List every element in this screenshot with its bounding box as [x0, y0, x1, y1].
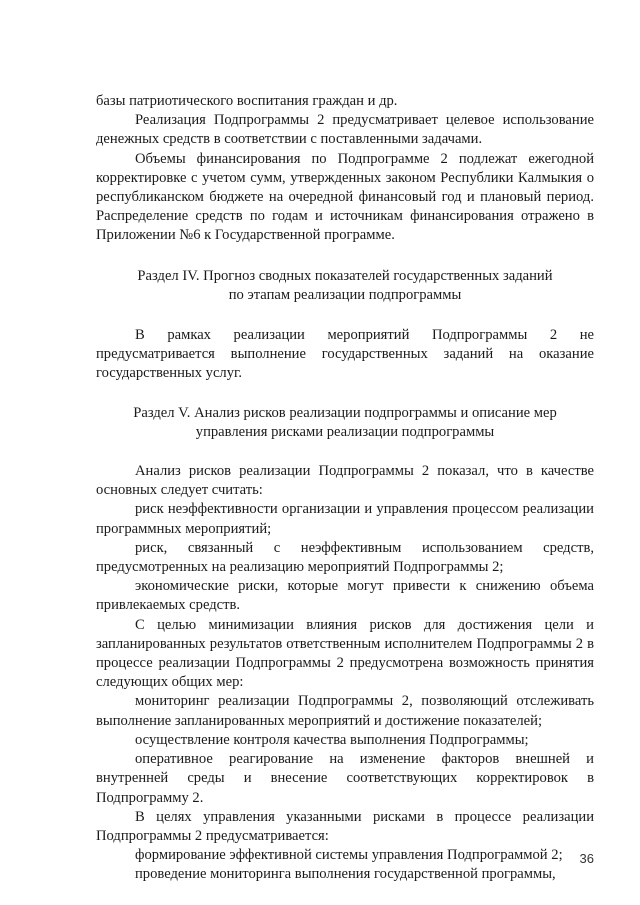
section5-paragraph-intro: Анализ рисков реализации Подпрограммы 2 показал, что в качестве основных следует считать:	[96, 463, 594, 499]
section5-risk-item: риск, связанный с неэффективным использованием средств, предусмотренных на реализацию мероприятий Подпрограммы 2;	[96, 539, 594, 576]
section5-heading-line1: Раздел V. Анализ рисков реализации подпрограммы и описание мер	[133, 404, 557, 421]
section5-measure-item: мониторинг реализации Подпрограммы 2, позволяющий отслеживать выполнение запланированных мероприятий и достижение показателей;	[96, 693, 594, 729]
paragraph-financing: Объемы финансирования по Подпрограмме 2 подлежат ежегодной корректировке с учетом сумм, утвержденных законом Республики Калмыкия о республиканском бюджете на очередной финансовый год и плановый период. Распределение средств по годам и источникам финансирования отражено в Приложении №6 к Государственной программе.	[96, 150, 594, 244]
paragraph-target-use: Реализация Подпрограммы 2 предусматривает целевое использование денежных средств в соответствии с поставленными задачами.	[96, 112, 594, 148]
section5-paragraph-measures: С целью минимизации влияния рисков для достижения цели и запланированных результатов ответственным исполнителем Подпрограммы 2 в процессе реализации Подпрограммы 2 предусмотрена возможность принятия следующих общих мер:	[96, 616, 594, 691]
section5-heading-line2: управления рисками реализации подпрограммы	[195, 423, 495, 440]
section4-heading-line2: по этапам реализации подпрограммы	[228, 286, 462, 303]
section5-heading	[96, 404, 594, 442]
section5-management-item: формирование эффективной системы управления Подпрограммой 2;	[135, 847, 563, 864]
document-page	[96, 92, 594, 885]
section5-risk-item: риск неэффективности организации и управления процессом реализации программных мероприятий;	[96, 501, 594, 537]
section5-management-item: проведение мониторинга выполнения государственной программы,	[135, 866, 556, 883]
section5-risk-item: экономические риски, которые могут привести к снижению объема привлекаемых средств.	[96, 578, 594, 614]
section5-measure-item: осуществление контроля качества выполнения Подпрограммы;	[135, 731, 529, 748]
section5-measure-item: оперативное реагирование на изменение факторов внешней и внутренней среды и внесение соответствующих корректировок в Подпрограмму 2.	[96, 751, 594, 806]
page-number: 36	[579, 851, 594, 866]
section4-heading-line1: Раздел IV. Прогноз сводных показателей государственных заданий	[137, 267, 553, 284]
paragraph-continuation: базы патриотического воспитания граждан и др.	[96, 93, 398, 109]
section4-heading	[96, 267, 594, 305]
section5-paragraph-management: В целях управления указанными рисками в процессе реализации Подпрограммы 2 предусматривается:	[96, 808, 594, 844]
section4-paragraph: В рамках реализации мероприятий Подпрограммы 2 не предусматривается выполнение государственных заданий на оказание государственных услуг.	[96, 327, 594, 382]
